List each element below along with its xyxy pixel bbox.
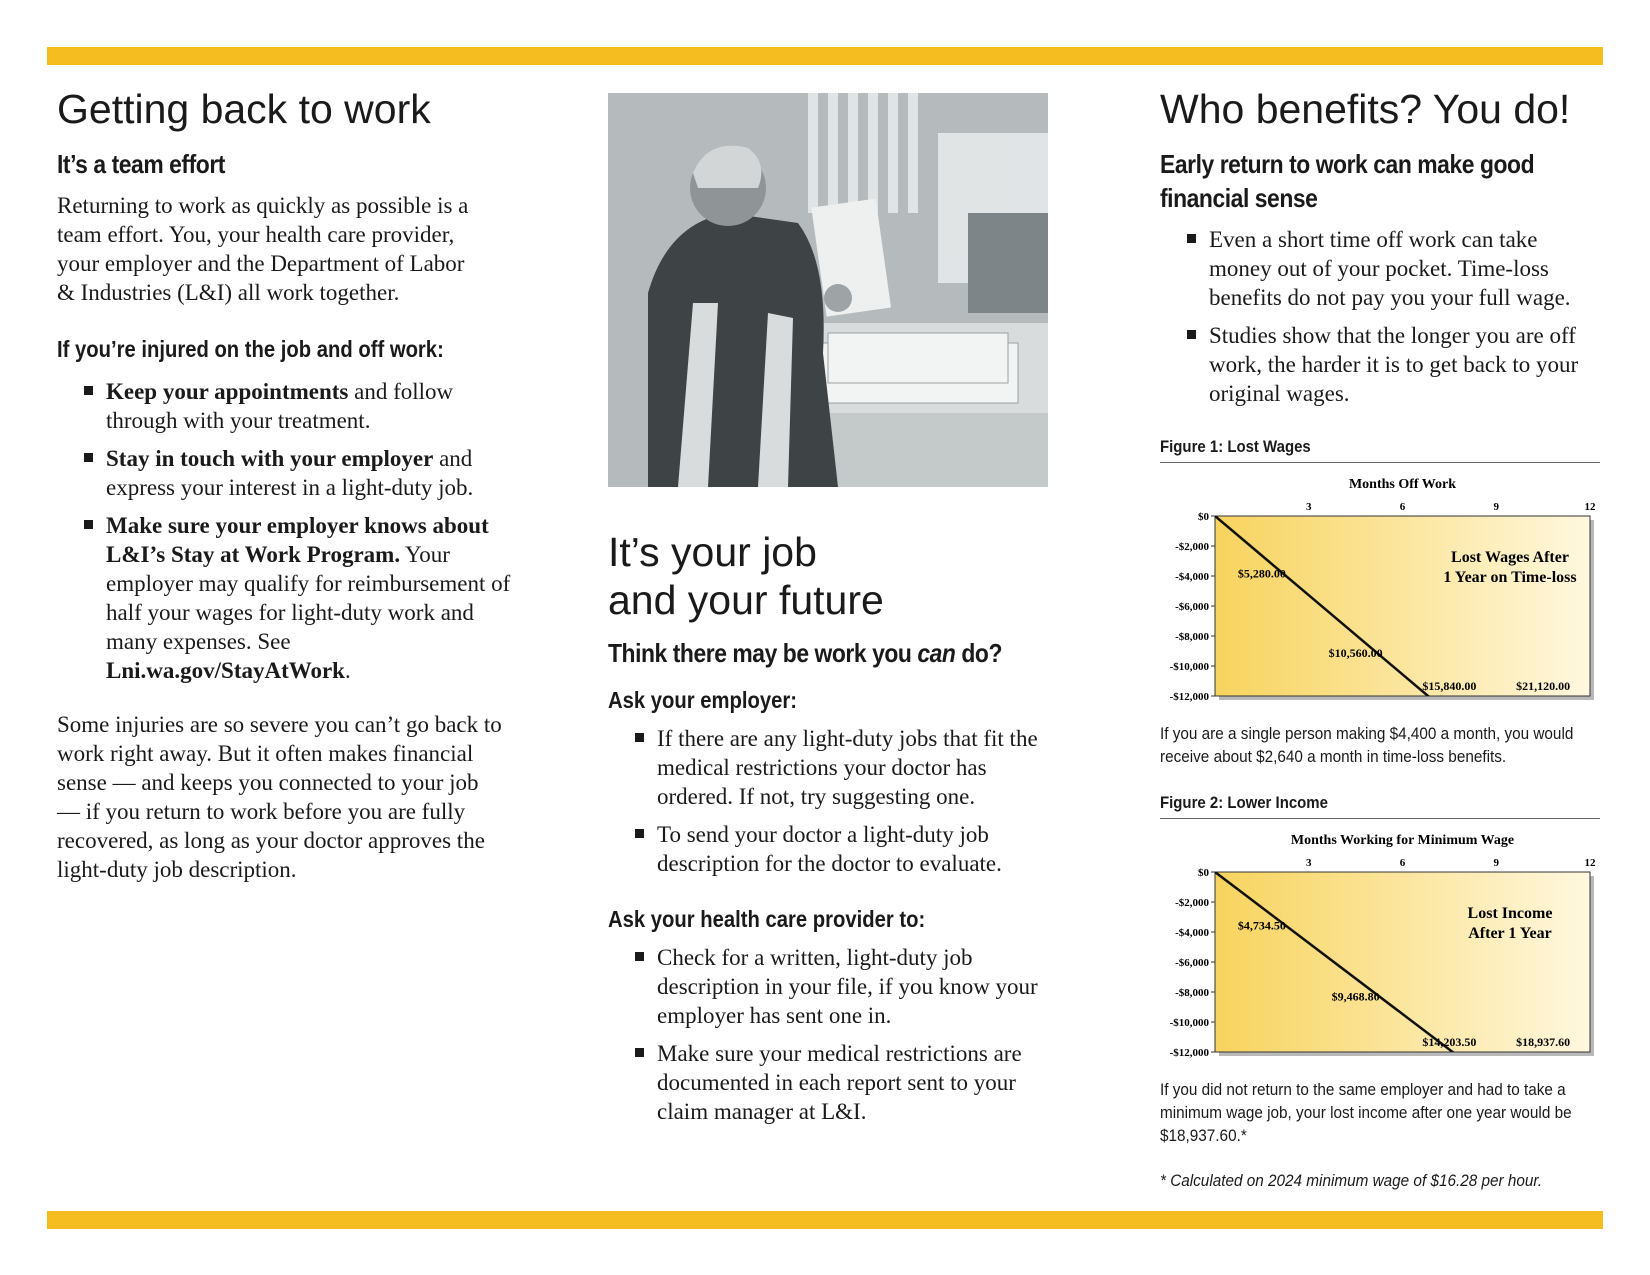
y-tick-label: -$12,000 — [1169, 1047, 1209, 1059]
list-item: Make sure your employer knows about L&I’s Stay at Work Program. Your employer may qualify for reimbursement of half your wages for light-duty work and many expenses. See Lni.wa.gov/StayAtWork. — [57, 511, 517, 685]
left-panel — [57, 85, 517, 884]
injured-list — [57, 377, 517, 685]
y-tick-label: $0 — [1198, 867, 1209, 879]
x-tick-label: 6 — [1399, 501, 1406, 513]
list-item: Keep your appointments and follow through with your treatment. — [57, 377, 517, 435]
chart-annotation: After 1 Year — [1468, 925, 1552, 942]
y-tick-label: -$10,000 — [1169, 1017, 1209, 1029]
left-title: Getting back to work — [57, 86, 431, 132]
intro-line: your employer and the Department of Labor — [57, 251, 465, 276]
chart-title: Months Working for Minimum Wage — [1290, 833, 1515, 848]
employer-list — [608, 724, 1048, 878]
square-bullet-icon — [635, 1048, 644, 1057]
figure-2-rule — [1160, 818, 1600, 819]
employer-heading: Ask your employer: — [608, 687, 797, 713]
chart-annotation: 1 Year on Time-loss — [1443, 569, 1577, 586]
chart-annotation: Lost Income — [1467, 905, 1553, 922]
figure-2-title: Figure 2: Lower Income — [1160, 793, 1328, 812]
x-tick-label: 12 — [1584, 857, 1596, 869]
y-tick-label: -$2,000 — [1175, 541, 1209, 553]
figure-2-caption: If you did not return to the same employer and had to take a minimum wage job, your lost income after one year would be $18,937.60.* — [1160, 1080, 1572, 1145]
data-label: $18,937.60 — [1516, 1035, 1571, 1049]
x-tick-label: 12 — [1584, 501, 1596, 513]
data-label: $5,280.00 — [1237, 566, 1286, 581]
provider-list — [608, 943, 1048, 1126]
square-bullet-icon — [635, 952, 644, 961]
y-tick-label: -$6,000 — [1175, 601, 1209, 613]
lower-income-chart — [1160, 822, 1605, 1067]
list-item: If there are any light-duty jobs that fit the medical restrictions your doctor has ordered. If not, try suggesting one. — [608, 724, 1048, 811]
list-item: Studies show that the longer you are off work, the harder it is to get back to your original wages. — [1160, 321, 1600, 408]
middle-subtitle: Think there may be work you can do? — [608, 638, 1003, 668]
lost-wages-chart — [1160, 466, 1605, 711]
injured-heading: If you’re injured on the job and off work: — [57, 336, 444, 362]
x-tick-label: 9 — [1493, 501, 1499, 513]
x-tick-label: 6 — [1399, 857, 1406, 869]
square-bullet-icon — [84, 520, 93, 529]
chart-title: Months Off Work — [1348, 477, 1457, 492]
figure-1-title: Figure 1: Lost Wages — [1160, 437, 1311, 456]
plot-area — [1215, 872, 1590, 1052]
intro-line: team effort. You, your health care provider, — [57, 222, 455, 247]
list-item: Check for a written, light-duty job description in your file, if you know your employer has sent one in. — [608, 943, 1048, 1030]
data-label: $9,468.80 — [1331, 989, 1380, 1004]
plot-area — [1215, 516, 1590, 696]
list-item: Make sure your medical restrictions are documented in each report sent to your claim manager at L&I. — [608, 1039, 1048, 1126]
y-tick-label: -$4,000 — [1175, 927, 1209, 939]
figure-1-caption: If you are a single person making $4,400 a month, you would receive about $2,640 a month in time-loss benefits. — [1160, 724, 1574, 766]
right-title: Who benefits? You do! — [1160, 86, 1571, 132]
footnote: * Calculated on 2024 minimum wage of $16.28 per hour. — [1160, 1171, 1543, 1190]
data-label: $15,840.00 — [1422, 679, 1477, 693]
right-subtitle-line1: Early return to work can make good — [1160, 149, 1535, 179]
stay-at-work-link[interactable]: Lni.wa.gov/StayAtWork — [106, 658, 345, 683]
closing-paragraph: Some injuries are so severe you can’t go back to work right away. But it often makes financial sense — and keeps you connected to your job — if you return to work before you are fully recovered, as long as your doctor approves the light-duty job description. — [57, 712, 502, 882]
left-subtitle: It’s a team effort — [57, 149, 225, 179]
photo-illustration — [608, 93, 1048, 487]
list-item: To send your doctor a light-duty job description for the doctor to evaluate. — [608, 820, 1048, 878]
figure-1-rule — [1160, 462, 1600, 463]
data-label: $21,120.00 — [1516, 679, 1571, 693]
square-bullet-icon — [635, 733, 644, 742]
list-item: Even a short time off work can take money out of your pocket. Time-loss benefits do not pay you your full wage. — [1160, 225, 1600, 312]
chart-annotation: Lost Wages After — [1451, 549, 1569, 566]
y-tick-label: -$10,000 — [1169, 661, 1209, 673]
middle-title-line2: and your future — [608, 577, 884, 623]
y-tick-label: -$2,000 — [1175, 897, 1209, 909]
intro-line: Returning to work as quickly as possible is a — [57, 193, 469, 218]
x-tick-label: 3 — [1306, 857, 1312, 869]
y-tick-label: -$8,000 — [1175, 631, 1209, 643]
x-tick-label: 9 — [1493, 857, 1499, 869]
middle-title-line1: It’s your job — [608, 529, 817, 575]
y-tick-label: -$12,000 — [1169, 691, 1209, 703]
benefits-list — [1160, 225, 1600, 408]
square-bullet-icon — [1187, 330, 1196, 339]
bottom-accent-bar — [47, 1211, 1603, 1229]
figure-2 — [1160, 792, 1600, 819]
data-label: $4,734.50 — [1237, 918, 1286, 933]
x-tick-label: 3 — [1306, 501, 1312, 513]
intro-line: & Industries (L&I) all work together. — [57, 280, 400, 305]
square-bullet-icon — [1187, 234, 1196, 243]
square-bullet-icon — [635, 829, 644, 838]
worker-photo — [608, 93, 1048, 487]
provider-heading: Ask your health care provider to: — [608, 906, 926, 932]
y-tick-label: -$8,000 — [1175, 987, 1209, 999]
y-tick-label: -$4,000 — [1175, 571, 1209, 583]
data-label: $14,203.50 — [1422, 1035, 1477, 1049]
middle-panel — [608, 528, 1058, 1135]
list-item: Stay in touch with your employer and express your interest in a light-duty job. — [57, 444, 517, 502]
y-tick-label: $0 — [1198, 511, 1209, 523]
data-label: $10,560.00 — [1328, 645, 1383, 660]
square-bullet-icon — [84, 453, 93, 462]
y-tick-label: -$6,000 — [1175, 957, 1209, 969]
intro-paragraph — [57, 191, 517, 307]
top-accent-bar — [47, 47, 1603, 65]
right-subtitle-line2: financial sense — [1160, 183, 1318, 213]
figure-1 — [1160, 436, 1600, 463]
square-bullet-icon — [84, 386, 93, 395]
right-panel — [1160, 85, 1600, 417]
